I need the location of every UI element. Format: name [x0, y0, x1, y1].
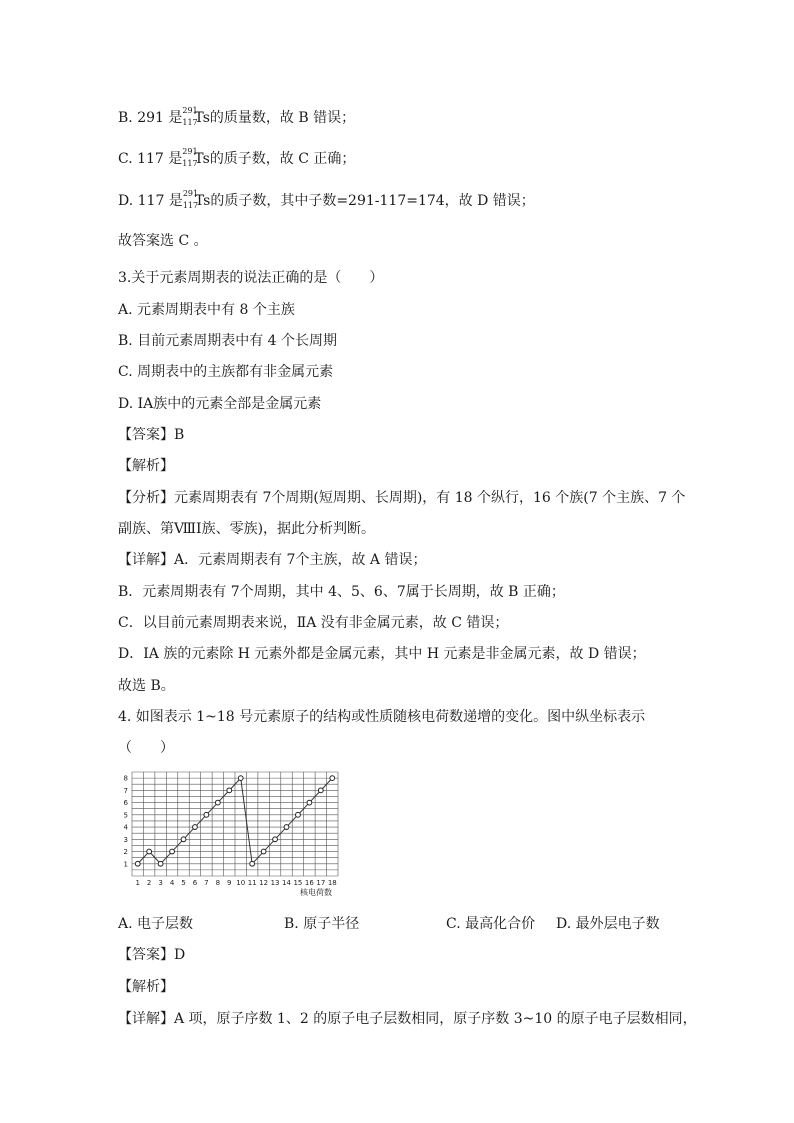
- q3-detail-d: D．ⅠA 族的元素除 H 元素外都是金属元素，其中 H 元素是非金属元素，故 D 错误；: [118, 646, 646, 662]
- q4-option-d: D. 最外层电子数: [556, 916, 660, 932]
- data-point: [204, 812, 209, 817]
- x-tick-label: 17: [316, 879, 326, 887]
- text: 的质子数，其中子数=291-117=174，故 D 错误；: [210, 193, 535, 209]
- x-tick-label: 3: [158, 879, 163, 887]
- q3-analysis-line-1: 【分析】元素周期表有 7个周期(短周期、长周期)，有 18 个纵行，16 个族(7 个主族、7 个: [118, 490, 686, 506]
- x-tick-label: 9: [227, 879, 232, 887]
- chart-grid: [132, 772, 338, 876]
- q3-stem: 3.关于元素周期表的说法正确的是（ ）: [118, 270, 384, 286]
- q3-option-a: A. 元素周期表中有 8 个主族: [118, 302, 295, 318]
- y-tick-label: 7: [123, 786, 128, 795]
- data-point: [227, 788, 232, 793]
- x-tick-label: 7: [204, 879, 209, 887]
- data-point: [307, 800, 312, 805]
- x-tick-label: 8: [215, 879, 221, 887]
- option-c-explanation: [118, 149, 355, 169]
- q3-analysis-heading: 【解析】: [118, 458, 174, 474]
- data-point: [158, 861, 163, 866]
- x-tick-label: 18: [327, 879, 337, 887]
- data-point: [250, 861, 255, 866]
- q4-option-b: B. 原子半径: [284, 916, 360, 932]
- data-point: [318, 788, 323, 793]
- x-tick-label: 14: [282, 879, 291, 887]
- element-symbol: Ts: [194, 193, 211, 209]
- x-tick-label: 13: [270, 879, 280, 887]
- mass-number: 291: [182, 147, 198, 156]
- y-tick-label: 3: [123, 835, 128, 844]
- prev-conclusion: 故答案选 C 。: [118, 233, 208, 249]
- q3-option-d: D. ⅠA族中的元素全部是金属元素: [118, 396, 322, 412]
- x-tick-label: 10: [236, 879, 246, 887]
- data-point: [284, 825, 289, 830]
- y-tick-labels: [124, 775, 129, 869]
- data-point: [135, 861, 140, 866]
- data-point: [261, 849, 266, 854]
- q3-detail-b: B．元素周期表有 7个周期，其中 4、5、6、7属于长周期，故 B 正确；: [118, 584, 565, 600]
- q3-analysis-line-2: 副族、第ⅧI族、零族)，据此分析判断。: [118, 521, 376, 537]
- text: D. 117 是: [118, 193, 183, 209]
- q4-option-a: A. 电子层数: [118, 916, 194, 932]
- mass-number: 291: [182, 189, 199, 198]
- y-tick-label: 2: [123, 848, 128, 857]
- nuclide-ts: [182, 189, 199, 211]
- data-point: [273, 837, 278, 842]
- x-tick-label: 12: [259, 879, 269, 887]
- data-point: [215, 800, 220, 805]
- atomic-number: 117: [182, 118, 198, 127]
- text: B. 291 是: [118, 110, 183, 126]
- x-tick-label: 1: [135, 879, 140, 887]
- element-symbol: Ts: [194, 151, 210, 167]
- q3-detail-a: 【详解】A．元素周期表有 7个主族，故 A 错误；: [118, 552, 427, 568]
- mass-number: 291: [182, 106, 198, 115]
- element-symbol: Ts: [194, 110, 210, 126]
- y-tick-label: 5: [123, 811, 128, 820]
- x-tick-label: 15: [293, 879, 303, 887]
- q3-option-b: B. 目前元素周期表中有 4 个长周期: [118, 333, 337, 349]
- x-axis-label: 核电荷数: [300, 888, 332, 897]
- text: C. 117 是: [118, 151, 183, 167]
- q4-answer: 【答案】D: [118, 947, 186, 963]
- x-tick-label: 6: [192, 879, 198, 887]
- data-point: [147, 849, 152, 854]
- x-tick-label: 4: [169, 879, 175, 887]
- x-tick-labels: [135, 879, 336, 887]
- q3-conclusion: 故选 B。: [118, 678, 175, 694]
- q4-option-c: C. 最高化合价: [446, 916, 536, 932]
- y-tick-label: 8: [123, 774, 128, 783]
- atomic-number: 117: [182, 159, 198, 168]
- q3-detail-c: C．以目前元素周期表来说，ⅡA 没有非金属元素，故 C 错误；: [118, 615, 509, 631]
- y-tick-label: 4: [123, 823, 128, 832]
- q4-analysis-heading: 【解析】: [118, 979, 174, 995]
- x-tick-label: 2: [146, 879, 152, 887]
- text: 的质子数，故 C 正确；: [209, 151, 356, 167]
- data-point: [296, 812, 301, 817]
- x-tick-label: 5: [181, 879, 186, 887]
- nuclide-ts: [182, 106, 198, 128]
- y-tick-label: 6: [123, 799, 128, 808]
- data-point: [330, 776, 335, 781]
- nuclide-ts: [182, 147, 198, 169]
- q4-detail-a: 【详解】A 项，原子序数 1、2 的原子电子层数相同，原子序数 3~10 的原子电子层数相同，: [118, 1011, 697, 1027]
- x-tick-label: 16: [304, 879, 314, 887]
- x-tick-label: 11: [247, 879, 257, 887]
- text: 的质量数，故 B 错误；: [209, 110, 356, 126]
- q4-stem: 4. 如图表示 1~18 号元素原子的结构或性质随核电荷数递增的变化。图中纵坐标表示: [118, 709, 646, 725]
- q4-paren: （ ）: [118, 740, 174, 756]
- data-point: [193, 825, 198, 830]
- q3-answer: 【答案】B: [118, 427, 185, 443]
- y-tick-label: 1: [123, 860, 128, 869]
- data-point: [170, 849, 175, 854]
- data-point: [238, 776, 243, 781]
- q3-option-c: C. 周期表中的主族都有非金属元素: [118, 364, 334, 380]
- atomic-number: 117: [182, 201, 199, 210]
- data-point: [181, 837, 186, 842]
- option-b-explanation: [118, 108, 355, 128]
- q4-line-chart: [118, 768, 350, 900]
- option-d-explanation: [118, 191, 535, 211]
